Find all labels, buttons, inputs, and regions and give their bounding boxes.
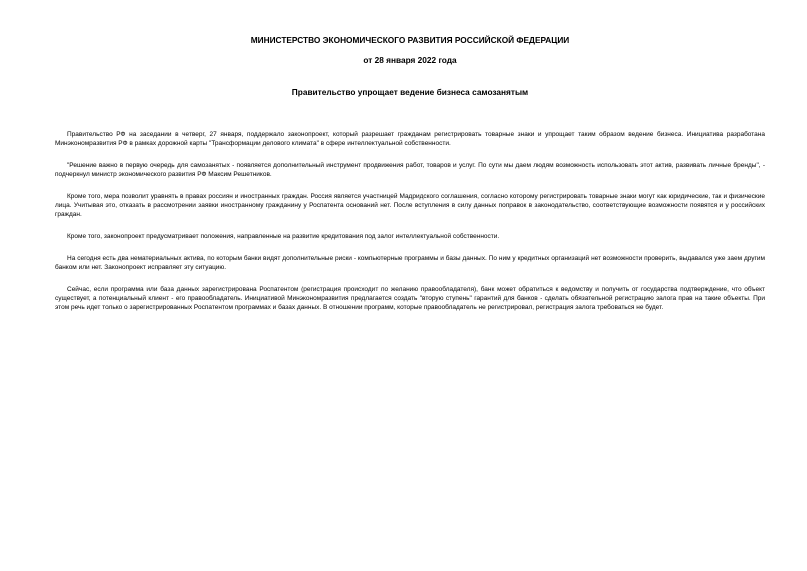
paragraph: Правительство РФ на заседании в четверг, 27 января, поддержало законопроект, который разрешает гражданам регистрировать товарные знаки и упрощает таким образом ведение бизнеса. Инициатива разработана Минэкономразвития РФ в рамках дорожной карты "Трансформации делового климата" в сфере интеллектуальной собственности. [55,131,765,148]
paragraph: На сегодня есть два нематериальных актива, по которым банки видят дополнительные риски - компьютерные программы и базы данных. По ним у кредитных организаций нет возможности проверить, выдавался уже заем другим банком или нет. Законопроект исправляет эту ситуацию. [55,254,765,271]
paragraph: Сейчас, если программа или база данных зарегистрирована Роспатентом (регистрация происходит по желанию правообладателя), банк может обратиться к ведомству и получить от государства подтверждение, что объект существует, а потенциальный клиент - его правообладатель. Инициативой Минэкономразвития предлагается создать "вторую ступень" гарантий для банков - сделать обязательной регистрацию залога прав на такие объекты. При этом речь идет только о зарегистрированных Роспатентом программах и базах данных. В отношении программ, которые правообладатель не регистрировал, регистрация залога требоваться не будет. [55,285,765,311]
document-body [55,130,765,312]
paragraph: "Решение важно в первую очередь для самозанятых - появляется дополнительный инструмент продвижения работ, товаров и услуг. По сути мы даем людям возможность использовать этот актив, развивать личные бренды", - подчеркнул министр экономического развития РФ Максим Решетников. [55,161,765,179]
paragraph: Кроме того, законопроект предусматривает положения, направленные на развитие кредитования под залог интеллектуальной собственности. [67,232,500,240]
paragraph: Кроме того, мера позволит уравнять в правах россиян и иностранных граждан. Россия является участницей Мадридского соглашения, согласно которому регистрировать товарные знаки могут как юридические, так и физические лица. Учитывая это, отказать в рассмотрении заявки иностранному гражданину у Роспатента оснований нет. После вступления в силу данных поправок в законодательство, соответствующие возможности появятся и у российских граждан. [55,192,765,219]
ministry-name: МИНИСТЕРСТВО ЭКОНОМИЧЕСКОГО РАЗВИТИЯ РОССИЙСКОЙ ФЕДЕРАЦИИ [250,35,570,45]
document-headline: Правительство упрощает ведение бизнеса самозанятым [291,87,529,97]
document-date: от 28 января 2022 года [363,55,457,65]
document-header [55,35,765,98]
